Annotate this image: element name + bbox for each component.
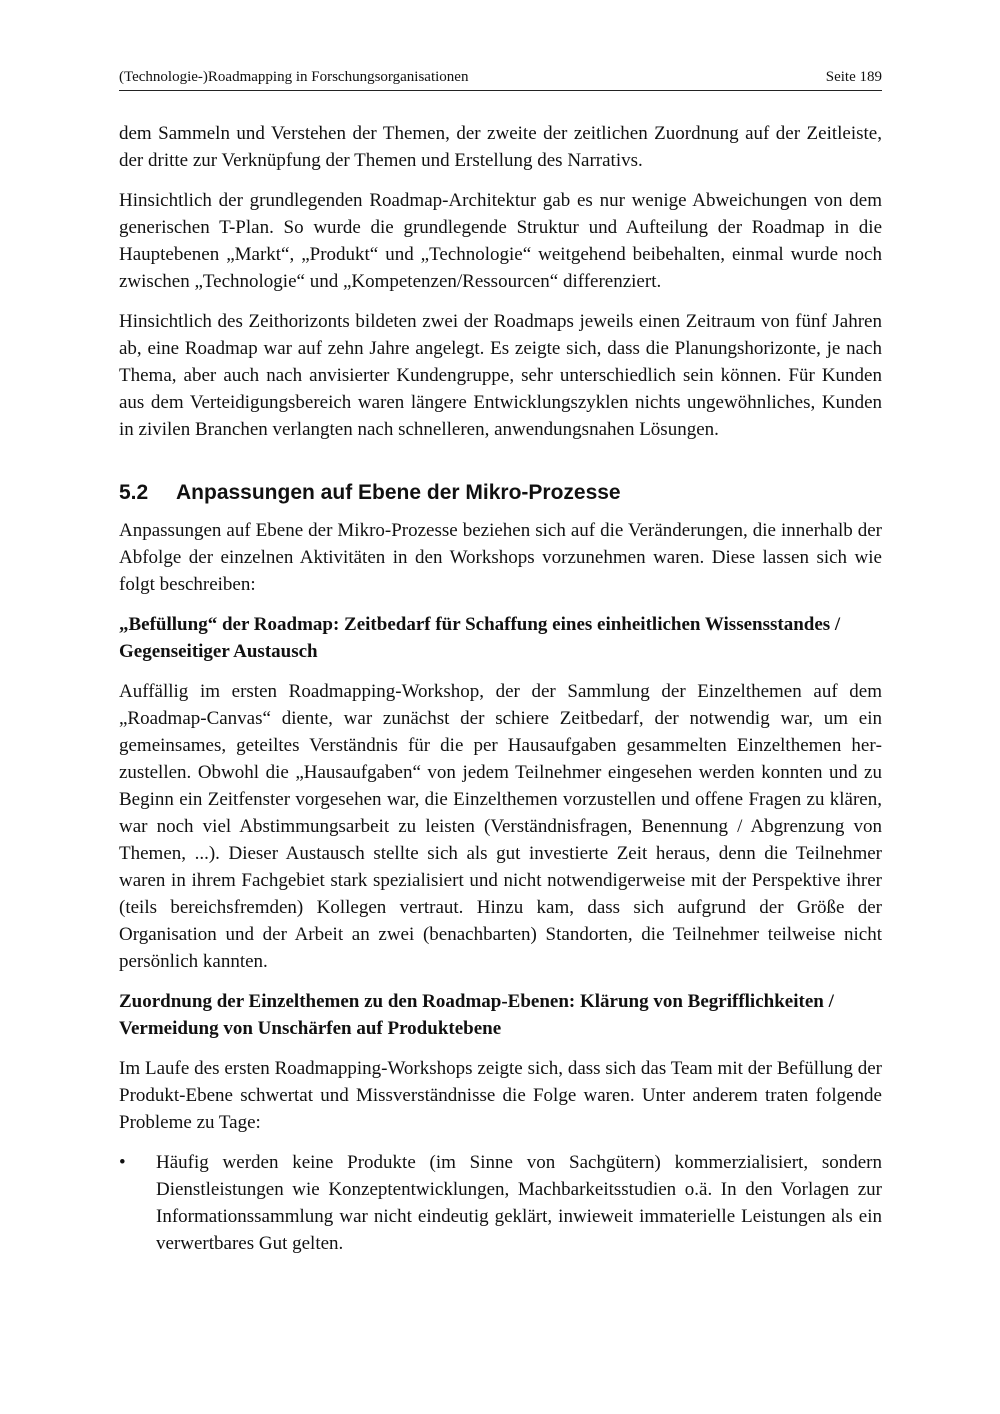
list-item	[119, 1149, 882, 1257]
paragraph-1: dem Sammeln und Verstehen der Themen, der zweite der zeitlichen Zuordnung auf der Zeitleiste, der dritte zur Verknüpfung der Themen und Erstellung des Narrativs.	[119, 123, 882, 171]
running-header	[119, 66, 882, 91]
bullet-icon: •	[119, 1152, 126, 1173]
problem-list	[119, 1149, 882, 1257]
paragraph-2: Hinsichtlich der grundlegenden Roadmap-Architektur gab es nur wenige Abweichungen von dem generischen T-Plan. So wurde die grundlegende Struktur und Aufteilung der Roadmap in die Hauptebenen „Markt“, „Produkt“ und „Technologie“ weitgehend beibehalten, einmal wurde noch zwischen „Technologie“ und „Kompetenzen/Ressourcen“ differenziert.	[119, 190, 882, 292]
section-title: Anpassungen auf Ebene der Mikro-Prozesse	[176, 481, 621, 504]
paragraph-zuordnung: Im Laufe des ersten Roadmapping-Workshops zeigte sich, dass sich das Team mit der Befüllung der Produkt-Ebene schwertat und Missverständnisse die Folge waren. Unter anderem traten folgende Probleme zu Tage:	[119, 1058, 882, 1133]
subheading-befuellung: „Befüllung“ der Roadmap: Zeitbedarf für Schaffung eines einheitlichen Wissensstandes / Gegenseitiger Austausch	[119, 614, 841, 662]
section-heading	[119, 479, 882, 507]
page-number: Seite 189	[825, 69, 882, 85]
paragraph-befuellung: Auffällig im ersten Roadmapping-Workshop, der der Sammlung der Einzelthemen auf dem „Roadmap-Canvas“ diente, war zunächst der schiere Zeitbedarf, der notwendig war, um ein gemeinsames, geteiltes Verständnis für die per Hausaufgaben gesammelten Einzelthemen herzustellen. Obwohl die „Hausaufgaben“ von jedem Teilnehmer eingesehen werden konnten und zu Beginn ein Zeitfenster vorgesehen war, die Einzelthemen vorzustellen und offene Fragen zu klären, war noch viel Abstimmungsarbeit zu leisten (Verständnisfragen, Benennung / Abgrenzung von Themen, ...). Dieser Austausch stellte sich als gut investierte Zeit heraus, denn die Teilnehmer waren in ihrem Fachgebiet stark spezialisiert und nicht notwendigerweise mit der Perspektive ihrer (teils bereichsfremden) Kollegen vertraut. Hinzu kam, dass sich aufgrund der Größe der Organisation und der Arbeit an zwei (benachbarten) Standorten, die Teilnehmer teilweise nicht persönlich kannten.	[119, 681, 882, 972]
list-item-text: Häufig werden keine Produkte (im Sinne von Sachgütern) kommerzialisiert, sondern Dienstleistungen wie Konzeptentwicklungen, Machbarkeitsstudien o.ä. In den Vorlagen zur Informationssammlung war nicht eindeutig geklärt, inwieweit immaterielle Leistungen als ein verwertbares Gut gelten.	[156, 1152, 882, 1254]
body-text	[119, 120, 882, 1257]
section-intro: Anpassungen auf Ebene der Mikro-Prozesse beziehen sich auf die Veränderungen, die innerhalb der Abfolge der einzelnen Aktivitäten in den Workshops vorzunehmen waren. Diese lassen sich wie folgt beschreiben:	[119, 520, 882, 595]
subheading-zuordnung: Zuordnung der Einzelthemen zu den Roadmap-Ebenen: Klärung von Begrifflichkeiten / Vermeidung von Unschärfen auf Produktebene	[119, 991, 834, 1039]
paragraph-3: Hinsichtlich des Zeithorizonts bildeten zwei der Roadmaps jeweils einen Zeitraum von fünf Jahren ab, eine Roadmap war auf zehn Jahre angelegt. Es zeigte sich, dass die Planungshorizonte, je nach Thema, aber auch nach anvisierter Kundengruppe, sehr unterschiedlich sein können. Für Kunden aus dem Verteidigungsbereich waren längere Entwicklungszyklen nichts ungewöhnliches, Kunden in zivilen Branchen verlangten nach schnelleren, anwendungsnahen Lösungen.	[119, 311, 882, 440]
header-title: (Technologie-)Roadmapping in Forschungsorganisationen	[119, 69, 469, 85]
section-number: 5.2	[119, 481, 149, 504]
